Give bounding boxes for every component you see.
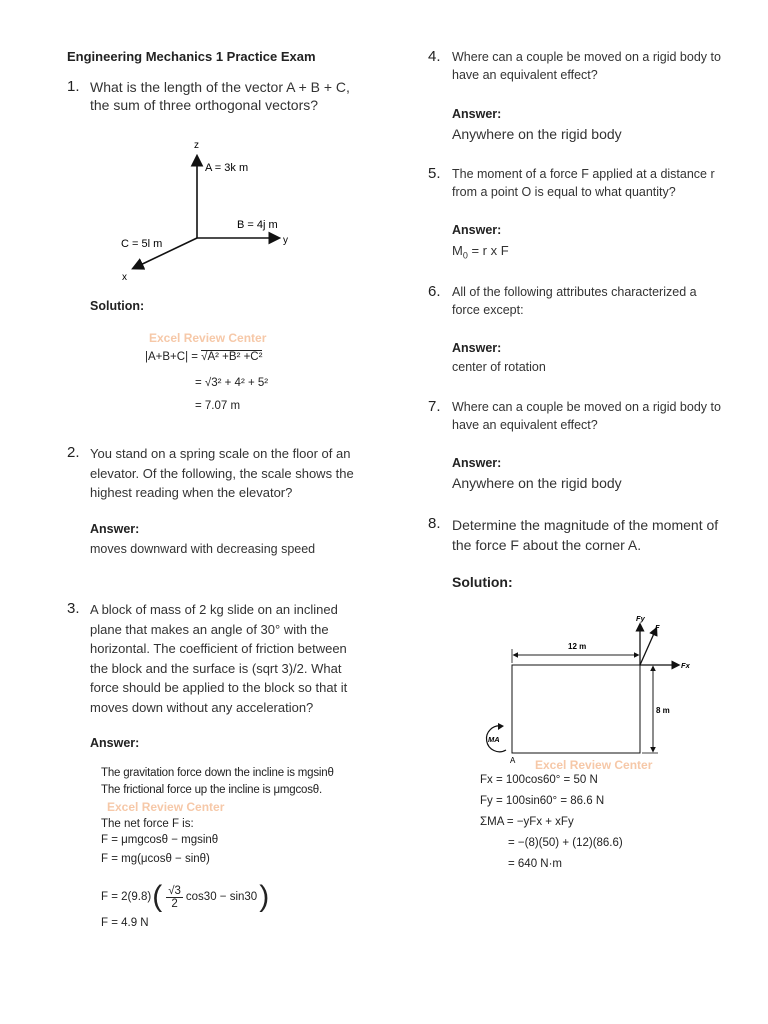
q7-answer-label: Answer: bbox=[452, 456, 502, 470]
q3-solution-line-4: F = μmgcosθ − mgsinθ bbox=[101, 834, 219, 846]
q7-answer: Anywhere on the rigid body bbox=[452, 475, 622, 491]
q1-vector-diagram bbox=[100, 135, 330, 290]
moment-label: MA bbox=[488, 735, 500, 744]
z-label: z bbox=[194, 140, 199, 151]
q5-answer-m: M bbox=[452, 243, 463, 258]
question-2-number: 2. bbox=[67, 444, 80, 461]
q3-line-6-suffix: cos30 − sin30 bbox=[185, 891, 258, 903]
q8-force-diagram bbox=[470, 605, 710, 770]
question-4-number: 4. bbox=[428, 48, 441, 65]
y-label: y bbox=[283, 235, 288, 246]
q8-solution-line-4: = −(8)(50) + (12)(86.6) bbox=[508, 837, 623, 849]
q8-solution-line-3: ΣMA = −yFx + xFy bbox=[480, 816, 574, 828]
question-8-number: 8. bbox=[428, 515, 441, 532]
f-force-arrow bbox=[640, 629, 656, 665]
question-5-text: The moment of a force F applied at a distance r from a point O is equal to what quantity? bbox=[452, 167, 715, 199]
q3-answer-label: Answer: bbox=[90, 736, 140, 750]
watermark: Excel Review Center bbox=[107, 800, 225, 814]
rigid-body-rectangle bbox=[512, 665, 640, 753]
q3-solution-line-5: F = mg(μcosθ − sinθ) bbox=[101, 853, 210, 865]
q3-solution-line-6 bbox=[101, 878, 269, 916]
q4-answer-label: Answer: bbox=[452, 107, 502, 121]
q2-answer: moves downward with decreasing speed bbox=[90, 542, 316, 556]
question-3-text: A block of mass of 2 kg slide on an inclined plane that makes an angle of 30° with the horizontal. The coefficient of friction between the block and the surface is (sqrt 3)/2. What force should be applied to the block so that it moves down without any acceleration? bbox=[90, 602, 348, 715]
question-2-text: You stand on a spring scale on the floor of an elevator. Of the following, the scale shows the highest reading when the elevator? bbox=[90, 446, 354, 500]
question-6-text: All of the following attributes characterized a force except: bbox=[452, 285, 697, 317]
q3-solution-line-7: F = 4.9 N bbox=[101, 917, 149, 929]
q3-solution-line-1: The gravitation force down the incline is mgsinθ bbox=[101, 767, 334, 779]
q8-solution-label: Solution: bbox=[452, 574, 513, 590]
fy-label: Fy bbox=[636, 614, 645, 623]
corner-a-label: A bbox=[510, 756, 516, 765]
q1-solution-line-3: = 7.07 m bbox=[195, 400, 241, 412]
q8-solution-line-5: = 640 N·m bbox=[508, 858, 563, 870]
q5-answer bbox=[452, 243, 509, 261]
f-label: F bbox=[655, 623, 660, 632]
height-label: 8 m bbox=[656, 706, 670, 715]
question-1-text: What is the length of the vector A + B + C, the sum of three orthogonal vectors? bbox=[90, 79, 350, 113]
fx-label: Fx bbox=[681, 661, 690, 670]
watermark: Excel Review Center bbox=[535, 758, 653, 772]
right-paren: ) bbox=[259, 880, 270, 913]
vector-c-label: C = 5l m bbox=[121, 238, 163, 250]
question-8-text: Determine the magnitude of the moment of the force F about the corner A. bbox=[452, 517, 719, 553]
q8-solution-line-1: Fx = 100cos60° = 50 N bbox=[480, 774, 598, 786]
question-7-text: Where can a couple be moved on a rigid body to have an equivalent effect? bbox=[452, 400, 721, 432]
question-5-number: 5. bbox=[428, 165, 441, 182]
question-4-text: Where can a couple be moved on a rigid body to have an equivalent effect? bbox=[452, 50, 721, 82]
question-7-number: 7. bbox=[428, 398, 441, 415]
q3-solution-line-3: The net force F is: bbox=[101, 818, 194, 830]
q3-line-6-prefix: F = 2(9.8) bbox=[101, 891, 152, 903]
watermark: Excel Review Center bbox=[149, 331, 267, 345]
left-paren: ( bbox=[152, 880, 163, 913]
question-6-number: 6. bbox=[428, 283, 441, 300]
q8-solution-line-2: Fy = 100sin60° = 86.6 N bbox=[480, 795, 605, 807]
q6-answer-label: Answer: bbox=[452, 341, 502, 355]
q3-fraction-numerator: √3 bbox=[168, 884, 181, 897]
q1-solution-line-1-lhs: |A+B+C| = bbox=[145, 351, 202, 363]
q6-answer: center of rotation bbox=[452, 360, 546, 374]
page-title: Engineering Mechanics 1 Practice Exam bbox=[67, 49, 316, 64]
q5-answer-rest: = r x F bbox=[467, 243, 509, 258]
q1-solution-line-2: = √3² + 4² + 5² bbox=[195, 377, 269, 389]
vector-b-label: B = 4j m bbox=[237, 219, 278, 231]
q4-answer: Anywhere on the rigid body bbox=[452, 126, 622, 142]
q3-solution-line-2: The frictional force up the incline is μmgcosθ. bbox=[101, 784, 322, 796]
q3-fraction bbox=[166, 885, 183, 910]
q3-fraction-denominator: 2 bbox=[171, 897, 178, 910]
question-1-number: 1. bbox=[67, 78, 80, 95]
q2-answer-label: Answer: bbox=[90, 522, 140, 536]
moment-arrowhead bbox=[498, 723, 504, 730]
question-3-number: 3. bbox=[67, 600, 80, 617]
x-label: x bbox=[122, 272, 127, 283]
q1-solution-line-1 bbox=[145, 351, 262, 363]
q1-solution-line-1-rhs: √A² +B² +C² bbox=[201, 351, 263, 363]
q5-answer-label: Answer: bbox=[452, 223, 502, 237]
q1-solution-label: Solution: bbox=[90, 299, 145, 313]
vector-a-label: A = 3k m bbox=[205, 162, 249, 174]
width-label: 12 m bbox=[568, 642, 587, 651]
q5-answer-sub: 0 bbox=[462, 250, 468, 261]
